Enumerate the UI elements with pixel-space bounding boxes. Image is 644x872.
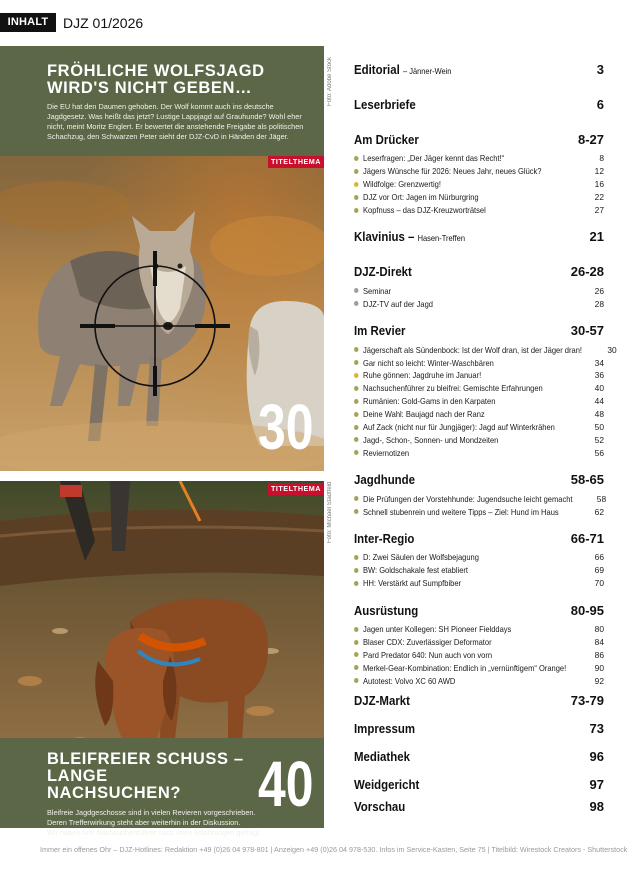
toc-section-row[interactable] <box>354 264 604 286</box>
toc-item-label <box>354 493 573 505</box>
toc-item-text: BW: Goldschakale fest etabliert <box>363 565 469 576</box>
toc-section-subtitle: – Jänner-Wein <box>402 66 452 76</box>
toc-section-page: 80-95 <box>570 602 604 618</box>
toc-section-title <box>354 62 451 79</box>
toc-section <box>354 693 604 715</box>
toc-section-title <box>354 531 414 547</box>
bullet-icon <box>354 437 359 442</box>
toc-section <box>354 777 604 799</box>
toc-item-text: Gar nicht so leicht: Winter-Waschbären <box>363 357 494 368</box>
toc-section-title-text: Ausrüstung <box>354 602 419 618</box>
toc-item-text: Ruhe gönnen: Jagdruhe im Januar! <box>363 370 482 381</box>
toc-item-label <box>354 298 433 310</box>
toc-section-page: 73-79 <box>570 693 604 709</box>
toc-item-label <box>354 551 479 563</box>
toc-item-label <box>354 577 461 589</box>
toc-item-page: 8 <box>599 153 604 164</box>
bullet-icon <box>354 627 359 632</box>
toc-item-page: 34 <box>594 357 604 368</box>
toc-item[interactable] <box>354 551 604 564</box>
toc-section-title-text: Klavinius – <box>354 229 415 245</box>
toc-section-title <box>354 229 465 246</box>
table-of-contents <box>354 62 617 821</box>
toc-item-label <box>354 344 582 356</box>
toc-section <box>354 749 604 771</box>
toc-item-text: Seminar <box>363 285 392 296</box>
toc-section <box>354 264 604 310</box>
toc-section-title <box>354 472 415 488</box>
toc-item-page: 62 <box>594 506 604 517</box>
toc-item-text: Jagd-, Schon-, Sonnen- und Mondzeiten <box>363 434 499 445</box>
toc-item[interactable] <box>354 356 604 369</box>
toc-item-text: Kopfnuss – das DJZ-Kreuzworträtsel <box>363 205 486 215</box>
toc-item-page: 80 <box>594 624 604 635</box>
toc-item-label <box>354 623 511 635</box>
toc-item[interactable] <box>354 446 604 459</box>
toc-section-title <box>354 323 406 339</box>
toc-section-title <box>354 97 416 113</box>
toc-section-page: 58-65 <box>570 472 604 488</box>
toc-section-page: 8-27 <box>577 132 604 147</box>
toc-section-title-text: Weidgericht <box>354 777 420 793</box>
toc-item[interactable] <box>354 648 604 661</box>
toc-item[interactable] <box>354 152 604 165</box>
bullet-icon <box>354 425 359 430</box>
toc-item-list <box>354 343 617 459</box>
toc-item-text: Auf Zack (nicht nur für Jungjäger): Jagd auf Winterkrähen <box>363 422 555 433</box>
toc-section-row[interactable] <box>354 777 604 799</box>
toc-section-page: 96 <box>589 749 604 765</box>
bullet-icon <box>354 555 359 560</box>
toc-item-label <box>354 165 541 177</box>
photo-credit-2: Foto: Michael Stadtfeld <box>327 481 333 543</box>
photo-credit-1: Foto: Adobe Stock <box>327 56 333 106</box>
toc-item-text: Autotest: Volvo XC 60 AWD <box>363 675 456 686</box>
toc-item-label <box>354 434 498 446</box>
toc-item[interactable] <box>354 178 604 191</box>
titelthema-badge-1: TITELTHEMA <box>268 156 324 168</box>
toc-section-title-text: Inter-Regio <box>354 531 415 547</box>
toc-item-text: Schnell stubenrein und weitere Tipps – Ziel: Hund im Haus <box>363 506 559 517</box>
toc-item-list <box>354 492 607 518</box>
toc-item-text: Deine Wahl: Baujagd nach der Ranz <box>363 409 485 420</box>
toc-item-page: 48 <box>594 409 604 420</box>
toc-section-title-text: Jagdhunde <box>354 472 416 488</box>
bullet-icon <box>354 347 359 352</box>
toc-item-page: 69 <box>594 565 604 576</box>
toc-section <box>354 97 604 119</box>
bullet-icon <box>354 386 359 391</box>
cover-story-1-headline-line1: FRÖHLICHE WOLFSJAGD <box>47 62 265 80</box>
toc-section-row[interactable] <box>354 229 604 251</box>
toc-item-label <box>354 564 468 576</box>
toc-item-page: 16 <box>594 179 604 190</box>
toc-item-page: 90 <box>594 662 604 673</box>
cover-story-1-headline-line2: WIRD'S NICHT GEBEN… <box>47 79 253 97</box>
toc-item[interactable] <box>354 421 604 434</box>
toc-item-list <box>354 152 604 216</box>
toc-item-page: 56 <box>594 447 604 458</box>
toc-section-page: 30-57 <box>570 323 604 339</box>
toc-item-page: 36 <box>594 370 604 381</box>
cover-story-2-headline-line1: BLEIFREIER SCHUSS – <box>47 750 244 768</box>
toc-section-title <box>354 264 412 280</box>
toc-item-page: 86 <box>594 649 604 660</box>
toc-item-text: Blaser CDX: Zuverlässiger Deformator <box>363 637 492 648</box>
toc-section-title-text: Im Revier <box>354 323 406 339</box>
titelthema-badge-2: TITELTHEMA <box>268 483 324 495</box>
toc-section-title-text: Impressum <box>354 721 416 737</box>
toc-section-page: 3 <box>596 62 604 77</box>
cover-story-2-teaser-line1: Bleifreie Jagdgeschosse sind in vielen Revieren vorgeschrieben. <box>47 808 256 817</box>
bullet-icon <box>354 581 359 586</box>
toc-section-title-text: Mediathek <box>354 749 410 765</box>
toc-section-title <box>354 132 419 148</box>
bullet-icon <box>354 496 359 501</box>
toc-section-page: 98 <box>589 799 604 815</box>
bullet-icon <box>354 509 359 514</box>
toc-item-label <box>354 191 479 203</box>
bullet-icon <box>354 652 359 657</box>
toc-item-text: DJZ-TV auf der Jagd <box>363 298 433 309</box>
toc-item[interactable] <box>354 369 604 382</box>
toc-item-label <box>354 285 391 297</box>
toc-section-page: 6 <box>596 97 604 112</box>
bullet-icon <box>354 169 359 174</box>
toc-section-title-text: Editorial <box>354 62 400 77</box>
toc-section-row[interactable] <box>354 603 604 625</box>
toc-item-label <box>354 152 504 164</box>
toc-item[interactable] <box>354 343 617 356</box>
toc-section-row[interactable] <box>354 799 604 821</box>
toc-item-text: Wildfolge: Grenzwertig! <box>363 179 441 190</box>
toc-section <box>354 531 604 590</box>
toc-section-row[interactable] <box>354 132 604 154</box>
toc-section <box>354 603 604 687</box>
toc-item-list <box>354 623 604 687</box>
toc-section <box>354 62 604 84</box>
toc-section-row[interactable] <box>354 693 604 715</box>
toc-item[interactable] <box>354 433 604 446</box>
bullet-icon <box>354 288 359 293</box>
bullet-icon <box>354 182 359 187</box>
toc-item-label <box>354 636 492 648</box>
toc-item-page: 84 <box>594 637 604 648</box>
toc-section-title <box>354 799 405 815</box>
toc-item-text: Reviernotizen <box>363 447 410 458</box>
toc-item-text: HH: Verstärkt auf Sumpfbiber <box>363 578 462 589</box>
bullet-icon <box>354 360 359 365</box>
toc-section-row[interactable] <box>354 472 604 494</box>
toc-item-page: 92 <box>594 675 604 686</box>
bullet-icon <box>354 399 359 404</box>
toc-item-text: Merkel-Gear-Kombination: Endlich in „vernünftigem“ Orange! <box>363 662 567 673</box>
toc-item-label <box>354 382 543 394</box>
toc-section-page: 73 <box>589 721 604 737</box>
toc-section-row[interactable] <box>354 749 604 771</box>
toc-section-title <box>354 721 415 737</box>
toc-section-row[interactable] <box>354 62 604 84</box>
cover-story-2-page[interactable]: 40 <box>258 748 314 820</box>
toc-item[interactable] <box>354 661 604 674</box>
toc-item-text: Leserfragen: „Der Jäger kennt das Recht!“ <box>363 153 505 164</box>
cover-story-1-panel[interactable] <box>0 46 324 156</box>
cover-story-2-teaser-line3: Wir haben fünf Nachsuchenführer nach ihren Erfahrungen gefragt. <box>47 828 262 837</box>
toc-section-subtitle: Hasen-Treffen <box>417 233 466 244</box>
toc-section-row[interactable] <box>354 531 604 553</box>
toc-item[interactable] <box>354 623 604 636</box>
footer-hotlines: Immer ein offenes Ohr – DJZ-Hotlines: Redaktion +49 (0)26 04 978-801 | Anzeigen +49 (0)26 04 978-530. Infos im Service-Kasten, Seite 75 | Titelbild: Wirestock Creators - Shutterstock <box>40 845 628 854</box>
bullet-icon <box>354 156 359 161</box>
toc-section-page: 26-28 <box>570 264 604 280</box>
toc-item-page: 40 <box>594 383 604 394</box>
bullet-icon <box>354 450 359 455</box>
toc-item[interactable] <box>354 636 604 649</box>
toc-item-label <box>354 675 455 687</box>
toc-item[interactable] <box>354 492 607 505</box>
toc-section-page: 21 <box>589 229 604 245</box>
toc-item[interactable] <box>354 191 604 204</box>
cover-story-2-headline-line2: LANGE NACHSUCHEN? <box>47 767 182 802</box>
toc-item-label <box>354 506 559 518</box>
bullet-icon <box>354 568 359 573</box>
toc-item-text: Jägerschaft als Sündenbock: Ist der Wolf dran, ist der Jäger dran! <box>363 344 582 355</box>
toc-item-page: 70 <box>594 578 604 589</box>
toc-item[interactable] <box>354 505 604 518</box>
toc-section-title-text: DJZ-Markt <box>354 693 410 709</box>
bullet-icon <box>354 665 359 670</box>
toc-item-label <box>354 649 492 661</box>
toc-item-page: 30 <box>607 344 617 355</box>
toc-section-title <box>354 693 410 709</box>
toc-item-page: 58 <box>596 493 607 504</box>
toc-section-title-text: DJZ-Direkt <box>354 264 412 280</box>
toc-item[interactable] <box>354 204 604 217</box>
toc-item-label <box>354 369 481 381</box>
toc-item-page: 52 <box>594 434 604 445</box>
toc-section-title <box>354 777 419 793</box>
toc-item-text: Jagen unter Kollegen: SH Pioneer Fielddays <box>363 624 512 635</box>
toc-item-page: 50 <box>594 422 604 433</box>
bullet-icon <box>354 373 359 378</box>
toc-item-page: 22 <box>594 192 604 203</box>
toc-section-title-text: Leserbriefe <box>354 97 416 112</box>
toc-item[interactable] <box>354 395 604 408</box>
toc-item-text: Pard Predator 640: Nun auch von vorn <box>363 649 493 660</box>
toc-item[interactable] <box>354 674 604 687</box>
toc-section-title <box>354 749 410 765</box>
toc-section <box>354 799 604 821</box>
toc-item-list <box>354 284 604 310</box>
section-tag: INHALT <box>0 13 56 32</box>
cover-story-1-page[interactable]: 30 <box>258 391 314 463</box>
toc-item-label <box>354 204 486 216</box>
bullet-icon <box>354 678 359 683</box>
bullet-icon <box>354 301 359 306</box>
toc-item[interactable] <box>354 408 604 421</box>
toc-item-page: 66 <box>594 552 604 563</box>
bullet-icon <box>354 208 359 213</box>
toc-item-text: DJZ vor Ort: Jagen im Nürburgring <box>363 192 479 203</box>
issue-label: DJZ 01/2026 <box>63 15 144 31</box>
toc-item[interactable] <box>354 165 604 178</box>
toc-item-text: Die Prüfungen der Vorstehhunde: Jugendsuche leicht gemacht <box>363 493 573 504</box>
toc-section-row[interactable] <box>354 721 604 743</box>
toc-item-label <box>354 178 441 190</box>
cover-story-1-teaser: Die EU hat den Daumen gehoben. Der Wolf kommt auch ins deutsche Jagdgesetz. Was heißt das jetzt? Lustige Lappjagd auf Grauhunde? Wohl eher nicht, meint Moritz Englert. Er bewertet die anstehende Freigabe als politischen Schachzug, den Schwarzen Peter sieht der DJZ-CvD in Händen der Jäger. <box>47 102 304 141</box>
toc-item-text: D: Zwei Säulen der Wolfsbejagung <box>363 552 479 563</box>
toc-section <box>354 472 607 518</box>
toc-item-text: Jägers Wünsche für 2026: Neues Jahr, neues Glück? <box>363 166 542 177</box>
toc-section-page: 66-71 <box>570 531 604 547</box>
bullet-icon <box>354 195 359 200</box>
toc-item-page: 28 <box>594 298 604 309</box>
toc-section <box>354 229 604 251</box>
toc-item-label <box>354 662 566 674</box>
toc-item[interactable] <box>354 382 604 395</box>
toc-section <box>354 323 617 459</box>
toc-item-page: 27 <box>594 205 604 215</box>
toc-item-page: 44 <box>594 396 604 407</box>
toc-item-page: 12 <box>594 166 604 177</box>
toc-item[interactable] <box>354 564 604 577</box>
toc-item-text: Rumänien: Gold-Gams in den Karpaten <box>363 396 496 407</box>
toc-section-row[interactable] <box>354 323 604 345</box>
cover-story-2-teaser-line2: Deren Trefferwirkung steht aber weiterhin in der Diskussion. <box>47 818 241 827</box>
toc-item-text: Nachsuchenführer zu bleifrei: Gemischte Erfahrungen <box>363 383 543 394</box>
bullet-icon <box>354 640 359 645</box>
toc-section <box>354 132 604 216</box>
toc-item[interactable] <box>354 297 604 310</box>
toc-section-row[interactable] <box>354 97 604 119</box>
toc-item-label <box>354 421 555 433</box>
toc-section-title-text: Am Drücker <box>354 132 419 147</box>
toc-item-label <box>354 395 495 407</box>
bullet-icon <box>354 412 359 417</box>
toc-item-list <box>354 551 604 590</box>
toc-section-title <box>354 603 418 619</box>
toc-item-label <box>354 447 409 459</box>
toc-item-label <box>354 357 494 369</box>
toc-section-title-text: Vorschau <box>354 799 406 815</box>
toc-item[interactable] <box>354 284 604 297</box>
toc-item-page: 26 <box>594 285 604 296</box>
toc-item-label <box>354 408 485 420</box>
toc-item[interactable] <box>354 577 604 590</box>
toc-section <box>354 721 604 743</box>
toc-section-page: 97 <box>589 777 604 793</box>
